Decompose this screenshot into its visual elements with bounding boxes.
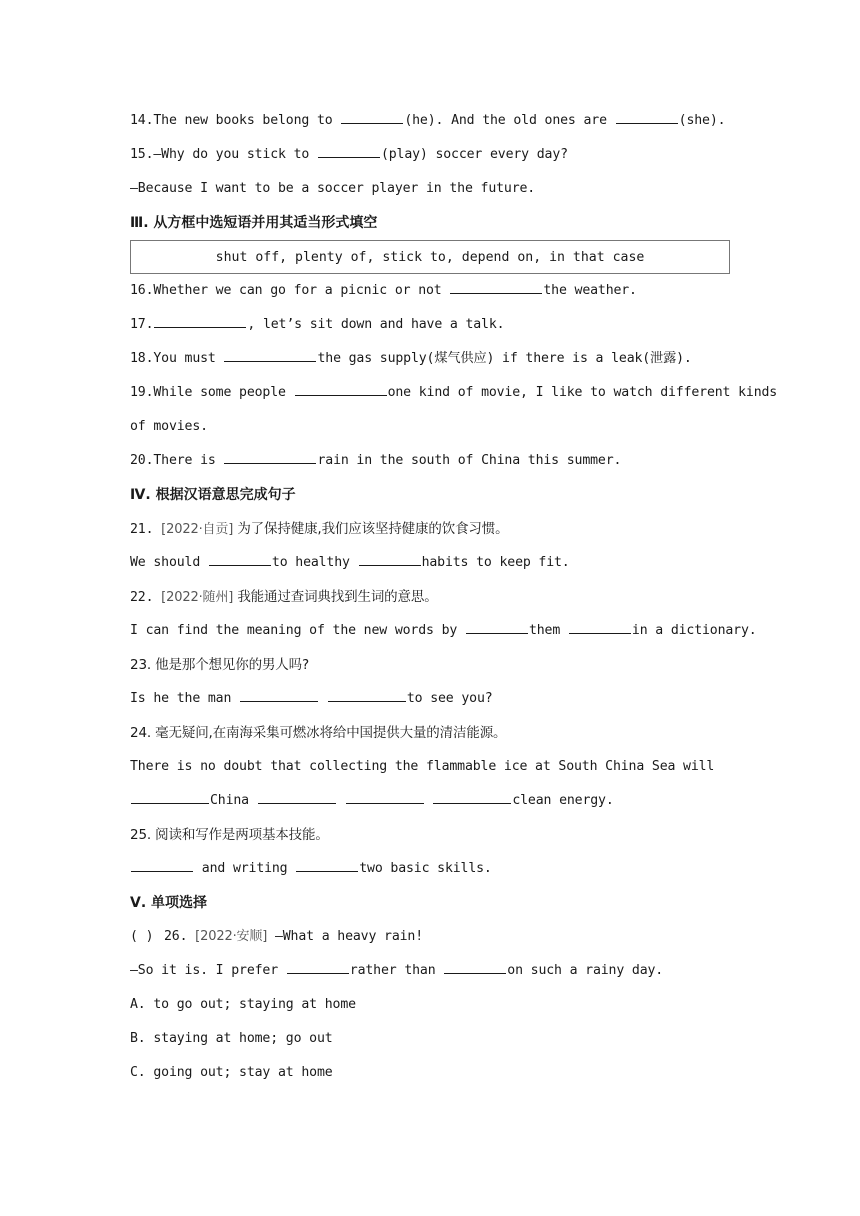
question-26-reply: —So it is. I prefer rather than on such a rainy day. (130, 954, 730, 988)
option-b[interactable]: B. staying at home; go out (130, 1031, 333, 1046)
answer-blank[interactable] (341, 109, 403, 124)
question-25-prompt: 25. 阅读和写作是两项基本技能。 (130, 827, 329, 843)
option-c[interactable]: C. going out; stay at home (130, 1065, 333, 1080)
worksheet-page (130, 104, 778, 1090)
answer-blank[interactable] (318, 143, 380, 158)
answer-blank[interactable] (433, 789, 511, 804)
question-24-answer: China clean energy. (130, 784, 730, 818)
question-21-answer: We should to healthy habits to keep fit. (130, 546, 730, 580)
answer-blank[interactable] (224, 449, 316, 464)
question-23-prompt: 23. 他是那个想见你的男人吗? (130, 657, 310, 673)
question-19: 19.While some people one kind of movie, I like to watch different kinds (130, 376, 730, 410)
question-24-sentence: There is no doubt that collecting the flammable ice at South China Sea will (130, 759, 715, 774)
question-20: 20.There is rain in the south of China this summer. (130, 444, 730, 478)
answer-parentheses[interactable]: ( ) (130, 929, 154, 944)
section-3-title: Ⅲ. 从方框中选短语并用其适当形式填空 (130, 215, 378, 231)
answer-blank[interactable] (328, 687, 406, 702)
answer-blank[interactable] (444, 959, 506, 974)
phrase-box: shut off, plenty of, stick to, depend on, in that case (130, 240, 730, 274)
question-23-answer: Is he the man to see you? (130, 682, 730, 716)
question-15-reply: —Because I want to be a soccer player in the future. (130, 181, 536, 196)
question-19-continued: of movies. (130, 419, 208, 434)
section-4-title: Ⅳ. 根据汉语意思完成句子 (130, 487, 296, 503)
source-tag: [2022·安顺] (195, 929, 268, 944)
answer-blank[interactable] (209, 551, 271, 566)
answer-blank[interactable] (258, 789, 336, 804)
source-tag: [2022·自贡] (161, 522, 234, 537)
answer-blank[interactable] (450, 279, 542, 294)
answer-blank[interactable] (287, 959, 349, 974)
question-21-prompt: 21. [2022·自贡] 为了保持健康,我们应该坚持健康的饮食习惯。 (130, 521, 509, 537)
question-16: 16.Whether we can go for a picnic or not the weather. (130, 274, 730, 308)
answer-blank[interactable] (616, 109, 678, 124)
question-25-answer: and writing two basic skills. (130, 852, 730, 886)
answer-blank[interactable] (569, 619, 631, 634)
question-15: 15.—Why do you stick to (play) soccer every day? (130, 138, 730, 172)
answer-blank[interactable] (154, 313, 246, 328)
answer-blank[interactable] (131, 789, 209, 804)
question-18: 18.You must the gas supply(煤气供应) if there is a leak(泄露). (130, 342, 730, 376)
question-17: 17. , let’s sit down and have a talk. (130, 308, 730, 342)
option-a[interactable]: A. to go out; staying at home (130, 997, 356, 1012)
question-22-prompt: 22. [2022·随州] 我能通过查词典找到生词的意思。 (130, 589, 438, 605)
answer-blank[interactable] (346, 789, 424, 804)
answer-blank[interactable] (131, 857, 193, 872)
answer-blank[interactable] (224, 347, 316, 362)
question-26-stem: ( ) 26. [2022·安顺] —What a heavy rain! (130, 920, 730, 954)
question-14: 14.The new books belong to (he). And the old ones are (she). (130, 104, 730, 138)
answer-blank[interactable] (359, 551, 421, 566)
source-tag: [2022·随州] (161, 590, 234, 605)
answer-blank[interactable] (466, 619, 528, 634)
answer-blank[interactable] (295, 381, 387, 396)
question-22-answer: I can find the meaning of the new words by them in a dictionary. (130, 614, 730, 648)
answer-blank[interactable] (296, 857, 358, 872)
answer-blank[interactable] (240, 687, 318, 702)
question-24-prompt: 24. 毫无疑问,在南海采集可燃冰将给中国提供大量的清洁能源。 (130, 725, 507, 741)
section-5-title: Ⅴ. 单项选择 (130, 895, 208, 911)
